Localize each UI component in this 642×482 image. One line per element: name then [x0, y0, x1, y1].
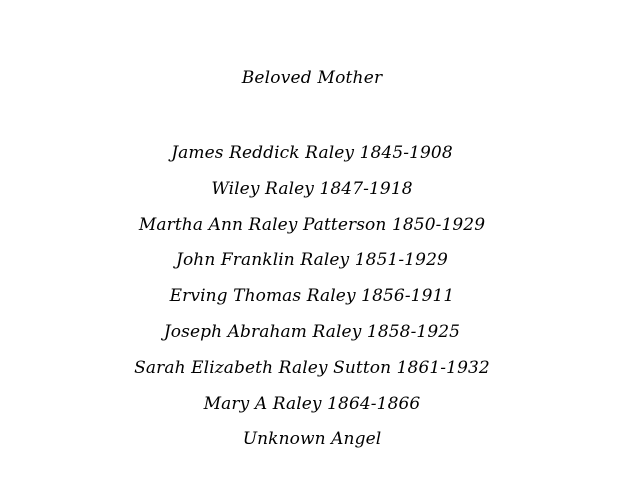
names-list	[0, 140, 624, 462]
list-item: Unknown Angel	[242, 429, 382, 450]
page-title: Beloved Mother	[241, 68, 383, 88]
list-item: Joseph Abraham Raley 1858-1925	[163, 321, 461, 342]
list-item: Wiley Raley 1847-1918	[211, 178, 413, 199]
list-item: Erving Thomas Raley 1856-1911	[169, 286, 455, 307]
list-item: John Franklin Raley 1851-1929	[176, 250, 448, 271]
list-item: Martha Ann Raley Patterson 1850-1929	[138, 214, 486, 235]
list-item: Mary A Raley 1864-1866	[203, 393, 421, 414]
list-item: Sarah Elizabeth Raley Sutton 1861-1932	[134, 357, 490, 378]
list-item: James Reddick Raley 1845-1908	[171, 143, 453, 163]
